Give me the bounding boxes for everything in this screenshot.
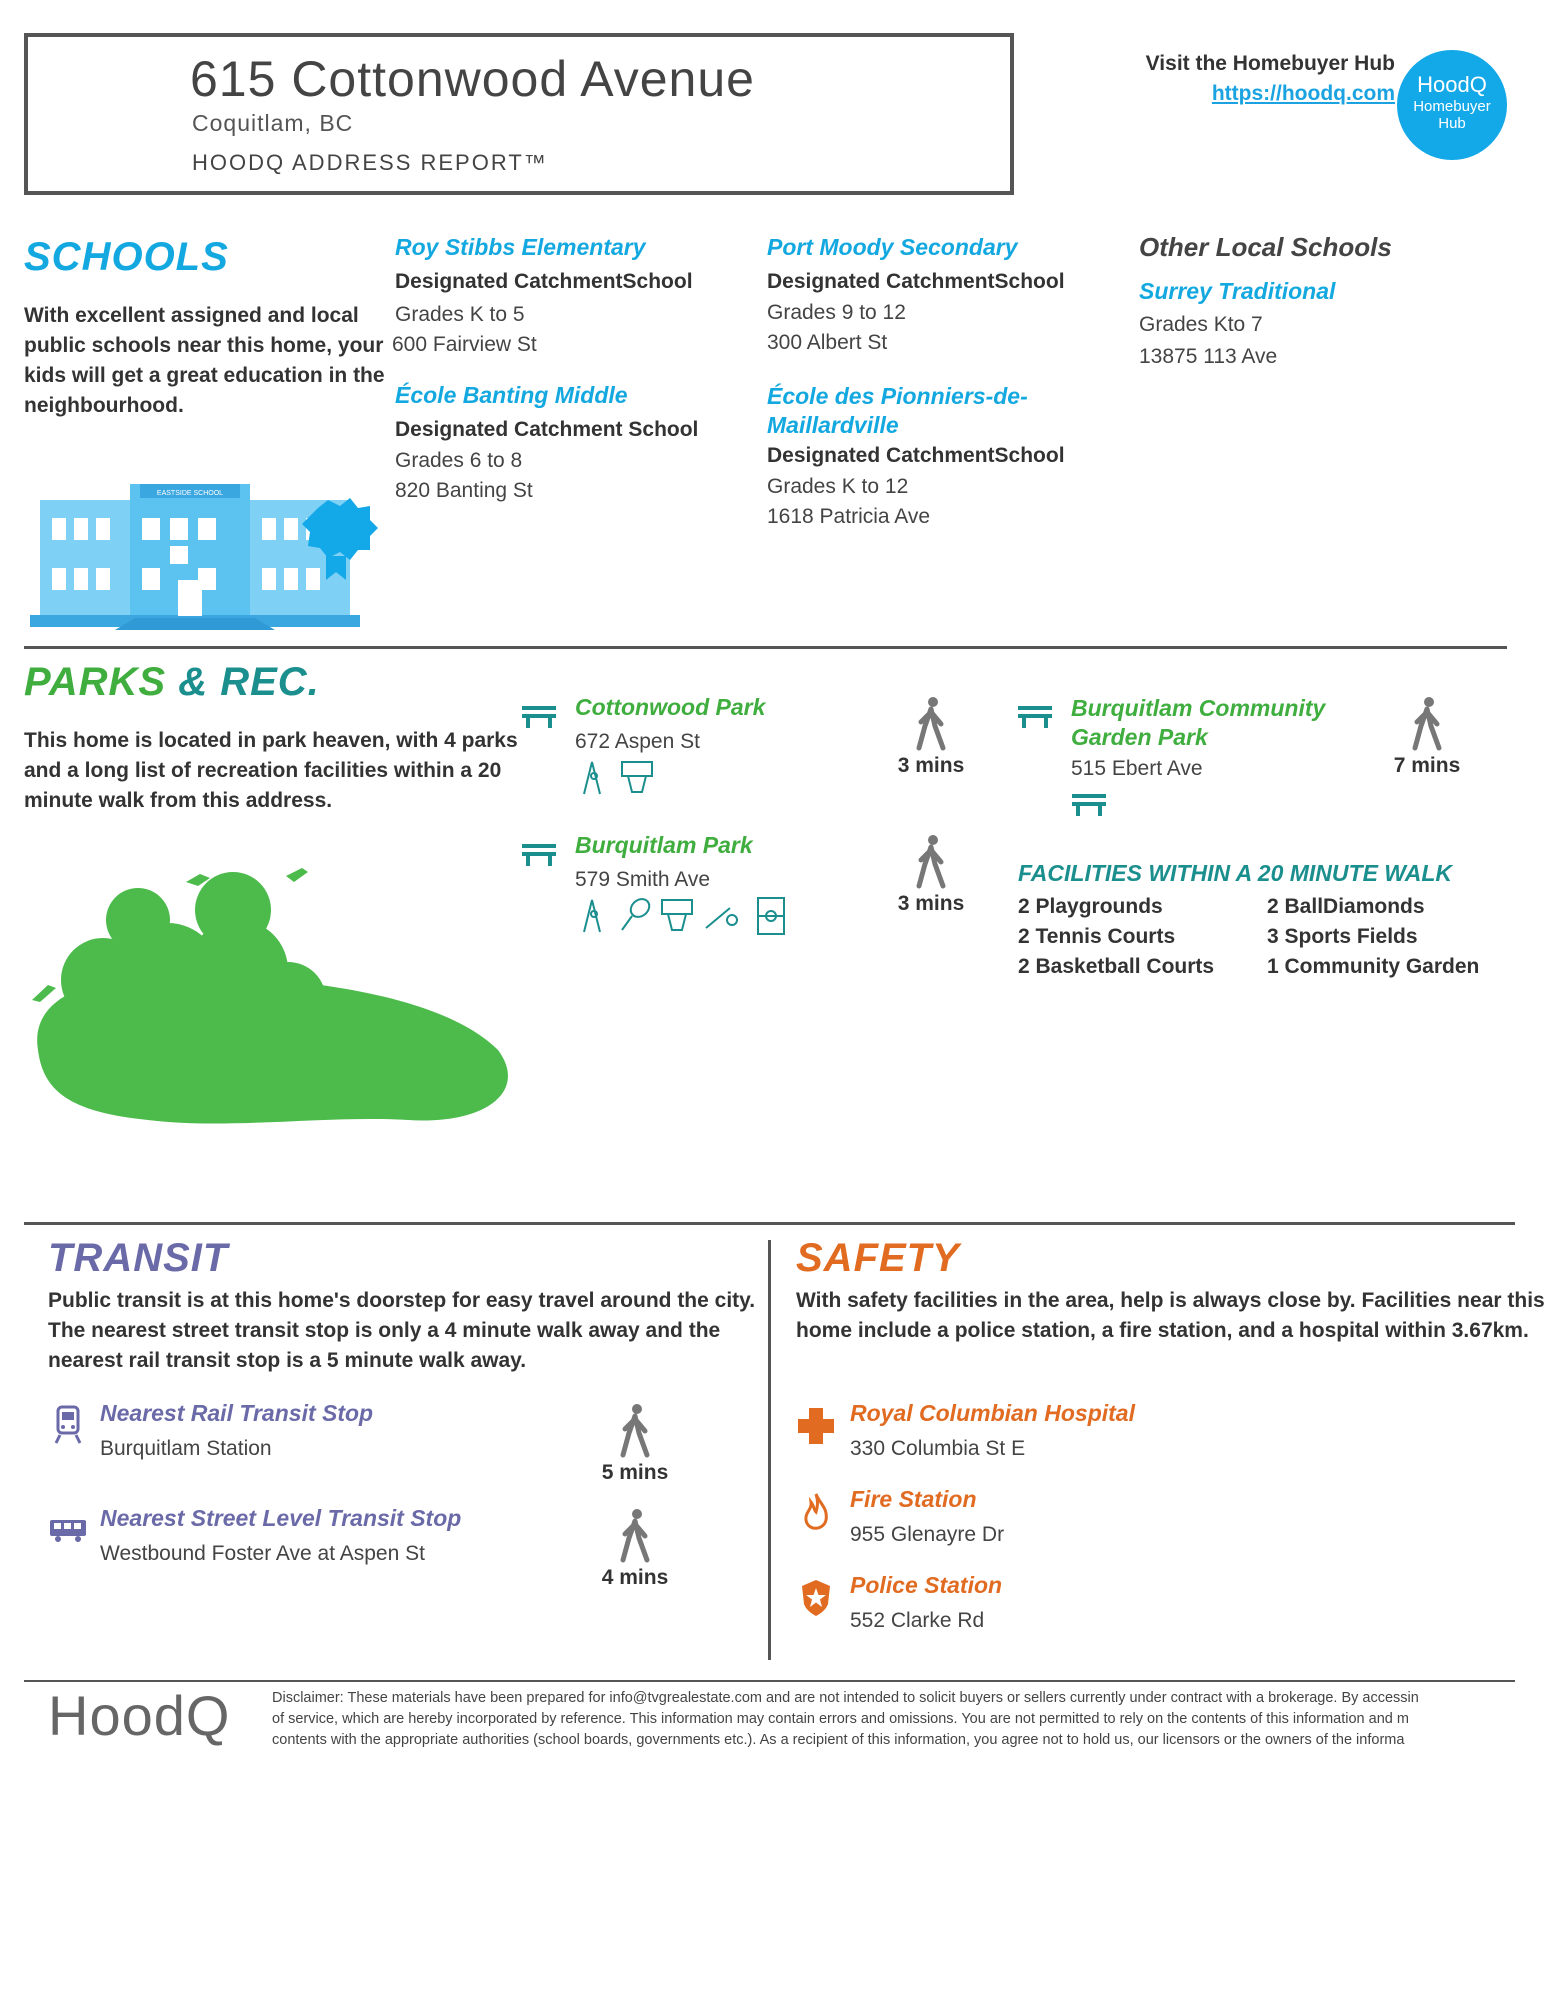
hub-badge-title: HoodQ xyxy=(1417,72,1487,97)
school-address: 13875 113 Ave xyxy=(1139,345,1278,368)
park-illustration xyxy=(28,850,518,1210)
school-name: École Banting Middle xyxy=(395,382,628,408)
walking-person-icon xyxy=(913,696,949,752)
playground-icon xyxy=(584,762,600,794)
section-divider xyxy=(24,1222,1515,1225)
school-type: Designated Catchment School xyxy=(395,418,699,441)
hub-prompt: Visit the Homebuyer Hub xyxy=(1145,52,1395,75)
fire-station-address: 955 Glenayre Dr xyxy=(850,1523,1005,1546)
park-name: Cottonwood Park xyxy=(575,694,766,720)
street-stop-label: Nearest Street Level Transit Stop xyxy=(100,1505,462,1531)
disclaimer xyxy=(272,1688,1545,1751)
park-name: Burquitlam Park xyxy=(575,832,753,858)
school-name: Roy Stibbs Elementary xyxy=(395,234,646,260)
hub-link[interactable]: https://hoodq.com xyxy=(1211,82,1395,105)
safety-blurb: With safety facilities in the area, help is always close by. Facilities near this home include a police station, a fire station, and a hospital within 3.67km. xyxy=(796,1289,1545,1342)
sports-field-icon xyxy=(758,898,784,934)
facility-item: 2 Basketball Courts xyxy=(1018,955,1215,978)
school-grades: Grades Kto 7 xyxy=(1139,313,1263,336)
basketball-icon xyxy=(662,900,692,930)
hub-badge-line3: Hub xyxy=(1438,115,1466,132)
playground-icon xyxy=(584,900,600,932)
parks-heading-a: PARKS xyxy=(24,660,167,704)
fire-icon xyxy=(802,1492,830,1534)
school-address: 820 Banting St xyxy=(395,479,533,502)
hospital-address: 330 Columbia St E xyxy=(850,1437,1026,1460)
facility-item: 2 BallDiamonds xyxy=(1267,895,1425,918)
school-grades: Grades 6 to 8 xyxy=(395,449,523,472)
park-address: 672 Aspen St xyxy=(575,730,700,753)
rail-stop-name: Burquitlam Station xyxy=(100,1437,272,1460)
school-grades: Grades K to 5 xyxy=(395,303,525,326)
facility-item: 1 Community Garden xyxy=(1267,955,1480,978)
walk-time: 3 mins xyxy=(897,892,965,915)
school-name: Surrey Traditional xyxy=(1139,278,1336,304)
disclaimer-line: contents with the appropriate authorities (school boards, governments etc.). As a recipient of this information, you agree not to hold us, our licensors or the owners of the informa xyxy=(272,1732,1405,1748)
other-schools-heading: Other Local Schools xyxy=(1139,232,1392,262)
walking-person-icon xyxy=(913,834,949,890)
facility-item: 2 Playgrounds xyxy=(1018,895,1163,918)
rail-stop-label: Nearest Rail Transit Stop xyxy=(100,1400,374,1426)
transit-heading: TRANSIT xyxy=(48,1236,229,1280)
school-name: Port Moody Secondary xyxy=(767,234,1018,260)
school-sign-text: EASTSIDE SCHOOL xyxy=(156,490,224,497)
hub-badge[interactable] xyxy=(1397,50,1507,160)
park-amenity-icons xyxy=(580,896,792,936)
school-type: Designated CatchmentSchool xyxy=(767,270,1065,293)
police-station-name: Police Station xyxy=(850,1572,1003,1598)
police-station-address: 552 Clarke Rd xyxy=(850,1609,985,1632)
park-amenity-icons xyxy=(580,758,660,798)
parks-blurb: This home is located in park heaven, with 4 parks and a long list of recreation facilities within a 20 minute walk from this address. xyxy=(24,729,518,812)
facility-item: 3 Sports Fields xyxy=(1267,925,1418,948)
transit-blurb: Public transit is at this home's doorstep for easy travel around the city. The nearest street transit stop is only a 4 minute walk away and the nearest rail transit stop is a 5 minute walk away. xyxy=(48,1289,756,1372)
disclaimer-line: of service, which are hereby incorporated by reference. This information may contain errors and omissions. You are not permitted to rely on the contents of this information and m xyxy=(272,1711,1409,1727)
park-bench-icon xyxy=(520,702,558,730)
fire-station-name: Fire Station xyxy=(850,1486,977,1512)
street-stop-name: Westbound Foster Ave at Aspen St xyxy=(100,1542,425,1565)
disclaimer-line: Disclaimer: These materials have been prepared for info@tvgrealestate.com and are not intended to solicit buyers or sellers currently under contract with a brokerage. By accessin xyxy=(272,1690,1419,1706)
walking-person-icon xyxy=(617,1508,653,1564)
park-bench-icon xyxy=(520,840,558,868)
report-type-label: HOODQ ADDRESS REPORT™ xyxy=(192,150,548,175)
park-address: 579 Smith Ave xyxy=(575,868,711,891)
parks-heading-b: & REC. xyxy=(178,660,320,704)
hospital-name: Royal Columbian Hospital xyxy=(850,1400,1135,1426)
train-icon xyxy=(54,1405,82,1445)
schools-blurb: With excellent assigned and local public schools near this home, your kids will get a great education in the neighbourhood. xyxy=(24,304,385,417)
school-address: 1618 Patricia Ave xyxy=(767,505,931,528)
hoodq-logo: HoodQ xyxy=(48,1684,231,1747)
school-grades: Grades 9 to 12 xyxy=(767,301,906,324)
walk-time: 3 mins xyxy=(897,754,965,777)
police-badge-icon xyxy=(800,1578,832,1618)
walking-person-icon xyxy=(1409,696,1445,752)
walking-person-icon xyxy=(617,1403,653,1459)
park-name: Burquitlam Community Garden Park xyxy=(1071,695,1326,750)
facilities-heading: FACILITIES WITHIN A 20 MINUTE WALK xyxy=(1018,860,1453,886)
parks-heading xyxy=(24,660,320,705)
walk-time: 5 mins xyxy=(601,1461,669,1484)
baseball-icon xyxy=(706,908,737,928)
safety-heading: SAFETY xyxy=(796,1236,960,1280)
school-grades: Grades K to 12 xyxy=(767,475,909,498)
page-title: 615 Cottonwood Avenue xyxy=(190,51,755,107)
hospital-cross-icon xyxy=(796,1406,836,1446)
bus-icon xyxy=(48,1518,88,1544)
school-type: Designated CatchmentSchool xyxy=(395,270,693,293)
school-address: 300 Albert St xyxy=(767,331,888,354)
tennis-icon xyxy=(622,896,653,930)
basketball-icon xyxy=(622,762,652,792)
walk-time: 4 mins xyxy=(601,1566,669,1589)
schools-heading: SCHOOLS xyxy=(24,235,229,279)
community-garden-icon xyxy=(1070,790,1108,818)
facility-item: 2 Tennis Courts xyxy=(1018,925,1176,948)
school-type: Designated CatchmentSchool xyxy=(767,444,1065,467)
school-address: 600 Fairview St xyxy=(392,333,537,356)
city-label: Coquitlam, BC xyxy=(192,110,354,136)
park-bench-icon xyxy=(1016,702,1054,730)
hub-badge-line2: Homebuyer xyxy=(1413,98,1491,115)
section-divider xyxy=(24,646,1507,649)
walk-time: 7 mins xyxy=(1393,754,1461,777)
school-building-illustration xyxy=(30,470,390,640)
school-name: École des Pionniers-de-Maillardville xyxy=(767,383,1028,438)
footer-divider xyxy=(24,1680,1515,1682)
park-address: 515 Ebert Ave xyxy=(1071,757,1203,780)
